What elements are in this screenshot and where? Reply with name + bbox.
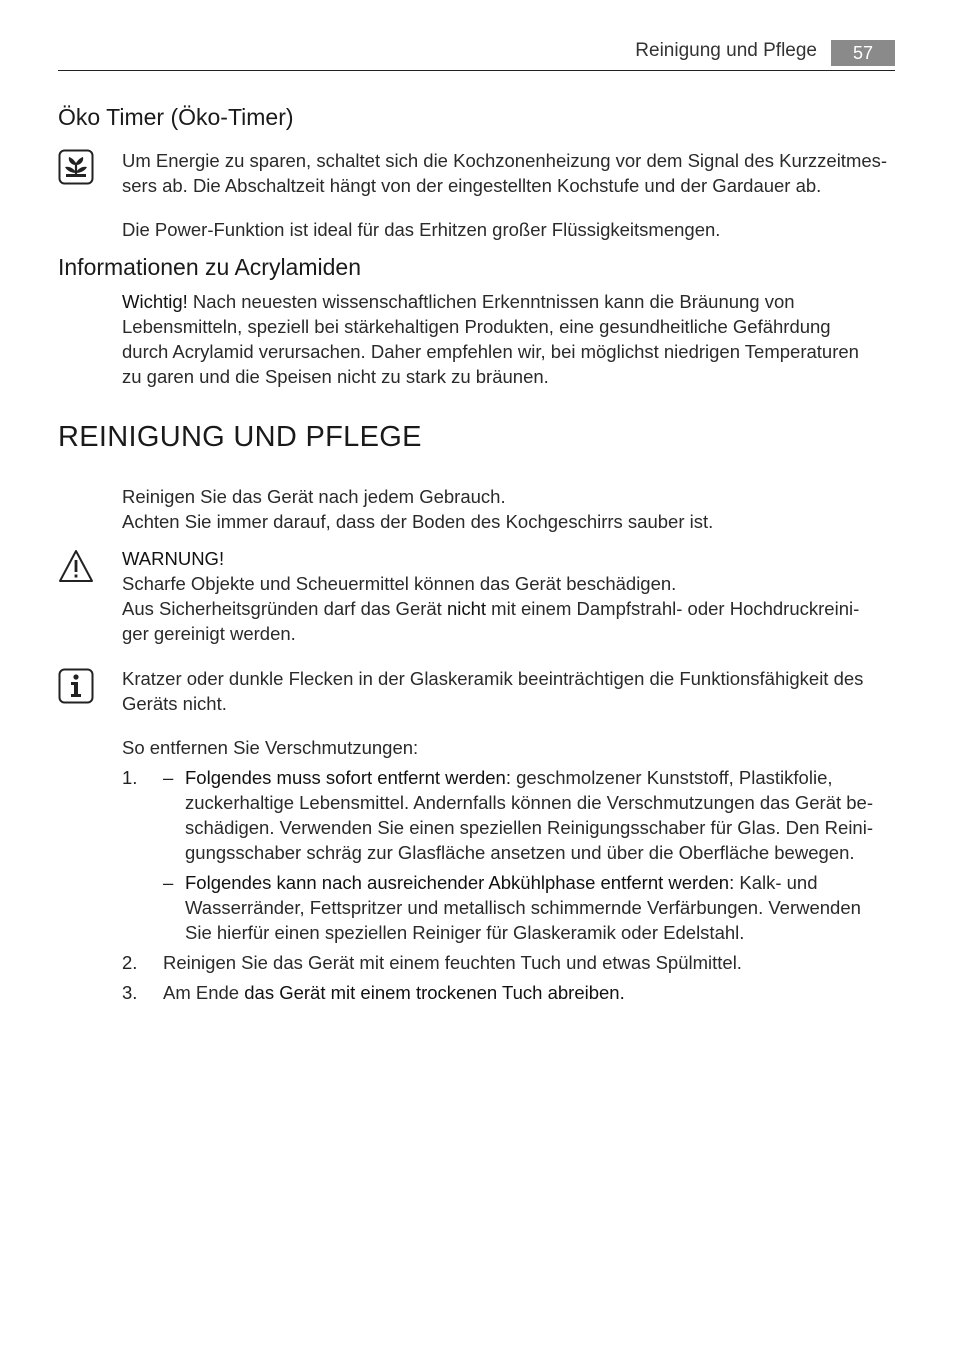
step-1a-lead: Folgendes muss sofort entfernt werden: — [185, 767, 511, 788]
acrylamide-text — [122, 289, 859, 389]
step-1b-line-1 — [185, 870, 861, 895]
steps-intro: So entfernen Sie Verschmutzungen: — [122, 737, 419, 758]
acrylamide-line-1-rest: Nach neuesten wissenschaftlichen Erkenntnissen kann die Bräunung von — [187, 291, 795, 312]
eco-timer-line-1: Um Energie zu sparen, schaltet sich die Kochzonenheizung vor dem Signal des Kurzzeitmes- — [122, 150, 888, 171]
info-icon — [58, 668, 94, 704]
info-block — [122, 666, 863, 716]
step-2-text: Reinigen Sie das Gerät mit einem feuchten Tuch und etwas Spülmittel. — [163, 952, 742, 973]
warning-line-2-a: Aus Sicherheitsgründen darf das Gerät — [122, 598, 447, 619]
eco-timer-heading: Öko Timer (Öko-Timer) — [58, 104, 294, 130]
step-1b-line-2: Wasserränder, Fettspritzer und metallisch schimmernde Verfärbungen. Verwenden — [185, 897, 861, 918]
running-header-title: Reinigung und Pflege — [635, 40, 817, 61]
step-3-text-a: Am Ende — [163, 982, 245, 1003]
step-1a-text — [185, 765, 873, 865]
warning-block — [122, 546, 859, 646]
important-label: Wichtig! — [122, 291, 188, 312]
cleaning-intro-line-2: Achten Sie immer darauf, dass der Boden des Kochgeschirrs sauber ist. — [122, 511, 714, 532]
step-3-text-b: das Gerät mit einem trockenen Tuch abreiben. — [244, 982, 625, 1003]
warning-title: WARNUNG! — [122, 548, 225, 569]
cleaning-intro-line-1: Reinigen Sie das Gerät nach jedem Gebrauch. — [122, 486, 506, 507]
header-rule — [58, 70, 895, 71]
warning-triangle-icon — [57, 548, 95, 584]
step-2-number: 2. — [122, 952, 138, 973]
step-1a-dash: – — [163, 767, 174, 788]
step-3-number: 3. — [122, 982, 138, 1003]
warning-nicht-emphasis: nicht — [446, 598, 487, 619]
step-1a-line-1-rest: geschmolzener Kunststoff, Plastikfolie, — [510, 767, 833, 788]
step-1a-line-3: schädigen. Verwenden Sie einen speziellen Reinigungsschaber für Glas. Den Reini- — [185, 817, 873, 838]
eco-flower-icon — [58, 149, 94, 185]
warning-line-3: ger gereinigt werden. — [122, 623, 296, 644]
step-1b-line-1-rest: Kalk- und — [734, 872, 818, 893]
acrylamide-line-2: Lebensmitteln, speziell bei stärkehaltigen Produkten, eine gesundheitliche Gefährdung — [122, 316, 831, 337]
warning-line-2-c: mit einem Dampfstrahl- oder Hochdruckreini- — [486, 598, 860, 619]
page-number-badge: 57 — [831, 40, 895, 66]
warning-line-2 — [122, 596, 859, 621]
acrylamide-line-3: durch Acrylamid verursachen. Daher empfehlen wir, bei möglichst niedrigen Temperaturen — [122, 341, 859, 362]
step-1b-lead: Folgendes kann nach ausreichender Abkühlphase entfernt werden: — [185, 872, 735, 893]
acrylamide-heading: Informationen zu Acrylamiden — [58, 254, 361, 280]
power-function-note: Die Power-Funktion ist ideal für das Erhitzen großer Flüssigkeitsmengen. — [122, 219, 721, 240]
eco-timer-line-2: sers ab. Die Abschaltzeit hängt von der eingestellten Kochstufe und der Gardauer ab. — [122, 175, 822, 196]
step-1b-line-3: Sie hierfür einen speziellen Reiniger für Glaskeramik oder Edelstahl. — [185, 922, 745, 943]
step-1b-dash: – — [163, 872, 174, 893]
acrylamide-line-1 — [122, 289, 859, 314]
step-1b-text — [185, 870, 861, 945]
acrylamide-line-4: zu garen und die Speisen nicht zu stark zu bräunen. — [122, 366, 549, 387]
step-1-number: 1. — [122, 767, 138, 788]
cleaning-intro — [122, 484, 713, 534]
step-1a-line-1 — [185, 765, 873, 790]
cleaning-heading: REINIGUNG UND PFLEGE — [58, 421, 422, 453]
eco-timer-text — [122, 148, 887, 198]
warning-line-1: Scharfe Objekte und Scheuermittel können das Gerät beschädigen. — [122, 573, 677, 594]
info-line-1: Kratzer oder dunkle Flecken in der Glaskeramik beeinträchtigen die Funktionsfähigkeit des — [122, 668, 864, 689]
step-3-text — [163, 980, 625, 1005]
info-line-2: Geräts nicht. — [122, 693, 227, 714]
step-1a-line-2: zuckerhaltige Lebensmittel. Andernfalls können die Verschmutzungen das Gerät be- — [185, 792, 873, 813]
step-1a-line-4: gungsschaber schräg zur Glasfläche ansetzen und über die Oberfläche bewegen. — [185, 842, 855, 863]
